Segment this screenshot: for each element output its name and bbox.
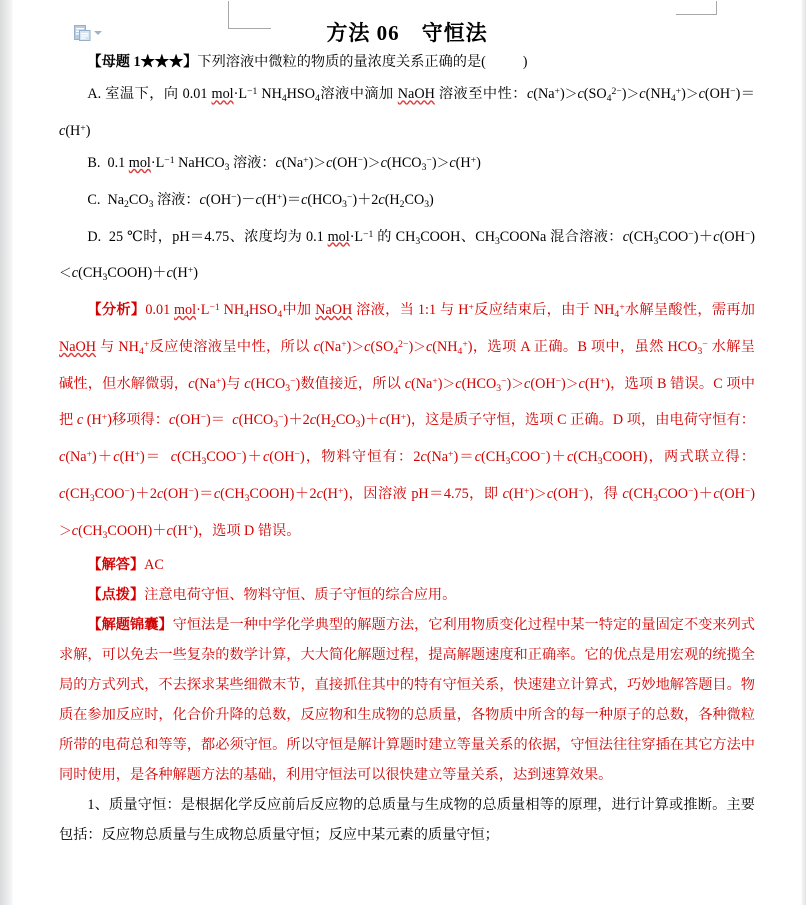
paragraph-question-stem bbox=[13, 47, 801, 77]
option-a-label: A. bbox=[87, 86, 102, 103]
option-d-label: D. bbox=[87, 228, 102, 245]
paragraph-tip bbox=[13, 580, 801, 610]
question-stem-marker: 【母题 1★★★】 bbox=[87, 54, 198, 71]
analysis-marker: 【分析】 bbox=[87, 302, 146, 319]
method-pouch-text: 守恒法是一种中学化学典型的解题方法，它利用物质变化过程中某一特定的量固定不变来列式求解，可以免去一些复杂的数学计算，大大简化解题过程，提高解题速度和正确率。它的优点是用宏观的统揽全局的方式列式，不去探求某些细微末节，直接抓住其中的特有守恒关系，快速建立计算式，巧妙地解答题目。物质在参加反应时，化合价升降的总数，反应物和生成物的总质量，各物质中所含的每一种原子的总数，各种微粒所带的电荷总和等等，都必须守恒。所以守恒是解计算题时建立等量关系的依据，守恒法往往穿插在其它方法中同时使用，是各种解题方法的基础，利用守恒法可以很快建立等量关系，达到速算效果。 bbox=[59, 617, 755, 784]
page-gutter-right bbox=[801, 0, 806, 905]
option-b-label: B. bbox=[87, 155, 101, 172]
paragraph-method-pouch bbox=[13, 610, 801, 790]
paragraph-answer bbox=[13, 550, 801, 580]
answer-value: AC bbox=[144, 557, 164, 574]
tip-marker: 【点拨】 bbox=[87, 587, 145, 604]
method-pouch-marker: 【解题锦囊】 bbox=[87, 617, 173, 634]
page-gutter-left bbox=[0, 0, 13, 905]
page-sheet bbox=[13, 0, 801, 905]
paragraph-analysis: 【分析】0.01 $mol\cdot L^{-1}$ $NH_4HSO_4$中加 NaOH 溶液，当 1:1 与 H+反应结束后，由于 $NH_4^+$水解呈酸性，需再加 NaOH 与 $NH_4^+$反应使溶液呈中性，所以 $c(Na^+)>c(SO_4^{2-})>c(NH_4^+)$，选项 A 正确。B 项中，虽然 $HCO_3^-$ 水解呈碱性，但水解微弱，c(Na+)与 $c(HCO_3^-)$数值接近，所以 $c(Na^+)>c(HCO_3^-)>c(OH^-)>c(H^+)$，选项 B 错误。C 项中把 c (H+)移项得：$c(OH^-)= c(HCO_3^-)+2c(H_2CO_3)+c(H^+)$，这是质子守恒，选项 C 正确。D 项，由电荷守恒有：$c(Na^+)+c(H^+)= c(CH_3COO^-)+c(OH^-)$，物料守恒有：$2c(Na^+)=c(CH_3COO^-)+c(CH_3COOH)$，两式联立得：$c(CH_3COO^-)+2c(OH^-)=c(CH_3COOH)+2c(H^+)$，因溶液 pH＝4.75，即 c(H+)＞c(OH−)，得 $c(CH_3COO^-)+c(OH^-)>c(CH_3COOH)+c(H^+)$，选项 D 错误。 bbox=[59, 302, 756, 541]
document-body bbox=[13, 0, 801, 850]
paragraph-option-b: B. 0.1 $mol\cdot L^{-1}$ NaHCO$_3$ 溶液：$c(Na^+)>c(OH^-)>c(HCO_3^-)>c(H^+)$ bbox=[87, 155, 481, 173]
answer-marker: 【解答】 bbox=[87, 557, 145, 574]
paragraph-item-1: 1、质量守恒：是根据化学反应前后反应物的总质量与生成物的总质量相等的原理，进行计算或推断。主要包括：反应物总质量与生成物总质量守恒；反应中某元素的质量守恒； bbox=[59, 797, 755, 844]
paragraph-option-c: C. $Na_2CO_3$ 溶液：$c(OH^-)-c(H^+)=c(HCO_3^-)+2c(H_2CO_3)$ bbox=[87, 191, 434, 210]
page-title: 方法 06 守恒法 bbox=[326, 21, 488, 45]
question-stem-text: 下列溶液中微粒的物质的量浓度关系正确的是( ) bbox=[197, 54, 528, 71]
option-c-label: C. bbox=[87, 191, 101, 208]
paragraph-option-a: A. 室温下，向 0.01 $mol\cdot L^{-1}$ $NH_4HSO_4$溶液中滴加 NaOH 溶液至中性：$c(Na^+)>c(SO_4^{2-})>c(NH_4^+)>c(OH^-)=c(H^+)$ bbox=[59, 86, 755, 140]
paragraph-option-d: D. 25 ℃时，pH＝4.75、浓度均为 0.1 $mol\cdot L^{-1}$ 的 $CH_3COOH$、$CH_3COONa$ 混合溶液：$c(CH_3COO^-)+c(OH^-)<c(CH_3COOH)+c(H^+)$ bbox=[59, 228, 755, 284]
tip-text: 注意电荷守恒、物料守恒、质子守恒的综合应用。 bbox=[144, 587, 457, 604]
